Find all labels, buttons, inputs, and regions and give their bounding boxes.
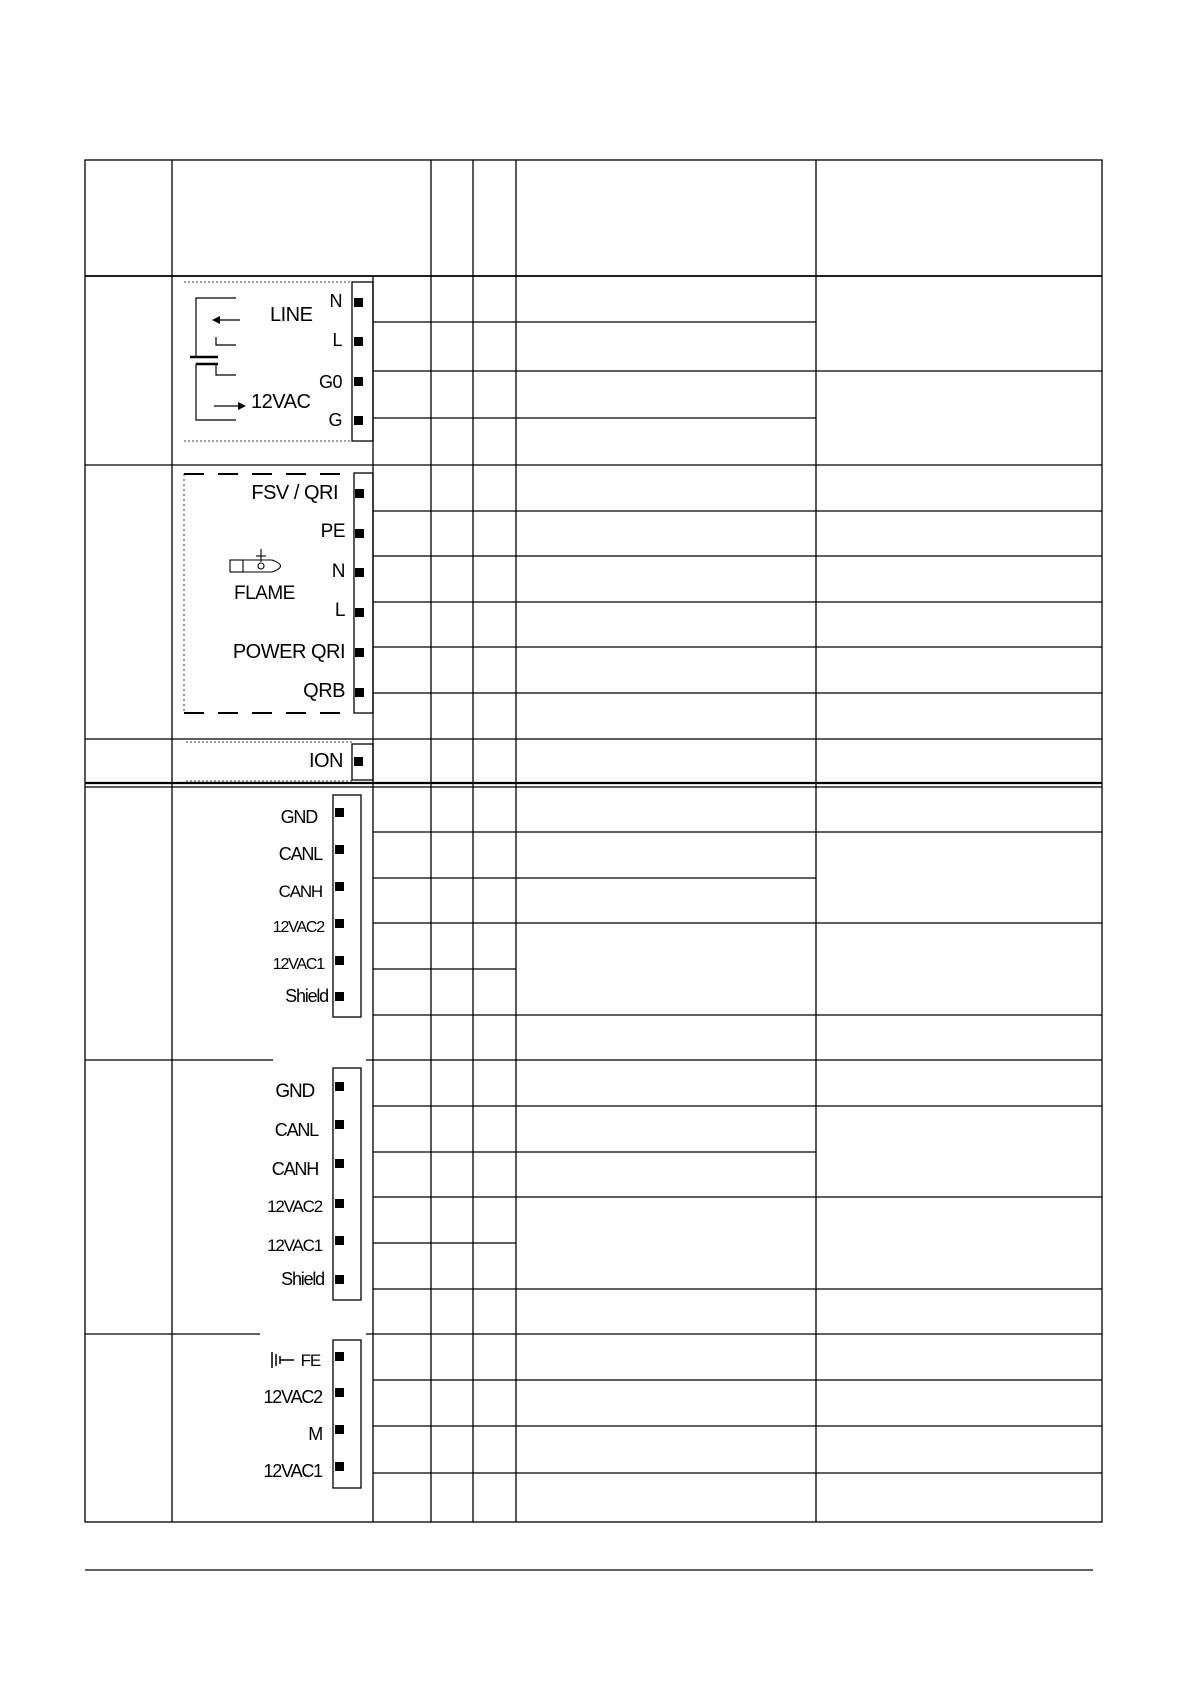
terminal-pin: [355, 489, 364, 498]
terminal-pin: [354, 416, 363, 425]
terminal-strip-can1: [333, 795, 361, 1017]
terminal-label: Shield: [281, 1269, 324, 1289]
terminal-strip-burner: [354, 473, 373, 713]
terminal-pin: [354, 757, 363, 766]
terminal-label: 12VAC1: [267, 1236, 322, 1255]
terminal-label: Shield: [285, 986, 328, 1006]
terminal-pin: [335, 1199, 344, 1208]
terminal-pin: [335, 1275, 344, 1284]
terminal-pin: [355, 648, 364, 657]
flame-icon: [230, 549, 281, 572]
terminal-pin: [355, 568, 364, 577]
flame-label: FLAME: [234, 583, 295, 604]
terminal-label: 12VAC2: [263, 1387, 322, 1407]
terminal-pin: [335, 1388, 344, 1397]
terminal-label: G0: [318, 372, 342, 392]
vac-label: 12VAC: [251, 391, 311, 413]
terminal-pin: [335, 1120, 344, 1129]
terminal-label: L: [334, 600, 345, 621]
terminal-pin: [354, 377, 363, 386]
table-border: [85, 160, 1102, 1522]
terminal-label: GND: [275, 1081, 314, 1102]
terminal-pin: [335, 956, 344, 965]
terminal-label: QRB: [303, 680, 345, 702]
arrow-right-icon: [238, 402, 246, 410]
terminal-pin: [335, 919, 344, 928]
terminal-pin: [335, 845, 344, 854]
earth-ground-icon: [272, 1352, 294, 1368]
terminal-label: CANL: [274, 1120, 318, 1140]
terminal-label: CANH: [271, 1159, 318, 1179]
terminal-label: M: [308, 1424, 322, 1444]
terminal-label: L: [332, 330, 342, 350]
terminal-pin: [354, 337, 363, 346]
terminal-pin: [355, 529, 364, 538]
terminal-pin: [335, 808, 344, 817]
terminal-label: G: [328, 410, 342, 430]
line-label: LINE: [270, 304, 313, 326]
terminal-label: 12VAC2: [267, 1197, 322, 1216]
terminal-label: POWER QRI: [232, 641, 345, 663]
terminal-pin: [354, 298, 363, 307]
terminal-pin: [335, 1082, 344, 1091]
terminal-pin: [335, 1462, 344, 1471]
terminal-label: N: [331, 561, 345, 582]
terminal-pin: [335, 992, 344, 1001]
terminal-label: CANH: [278, 882, 322, 901]
terminal-label: N: [329, 291, 342, 311]
terminal-label: 12VAC2: [272, 919, 324, 936]
terminal-label: FSV / QRI: [251, 482, 338, 504]
terminal-pin: [355, 688, 364, 697]
terminal-label: 12VAC1: [272, 956, 324, 973]
terminal-label: ION: [308, 750, 343, 772]
terminal-pin: [335, 1425, 344, 1434]
transformer-icon: [196, 298, 236, 357]
terminal-pin: [335, 1236, 344, 1245]
terminal-label: FE: [300, 1351, 320, 1370]
terminal-label: PE: [320, 521, 345, 542]
terminal-label: CANL: [278, 844, 322, 864]
terminal-pin: [335, 1159, 344, 1168]
terminal-pin: [355, 608, 364, 617]
arrow-left-icon: [212, 316, 220, 324]
terminal-pin: [335, 882, 344, 891]
terminal-label: GND: [280, 807, 317, 827]
terminal-pin: [335, 1352, 344, 1361]
terminal-label: 12VAC1: [263, 1461, 322, 1481]
terminal-strip-can2: [333, 1068, 361, 1300]
